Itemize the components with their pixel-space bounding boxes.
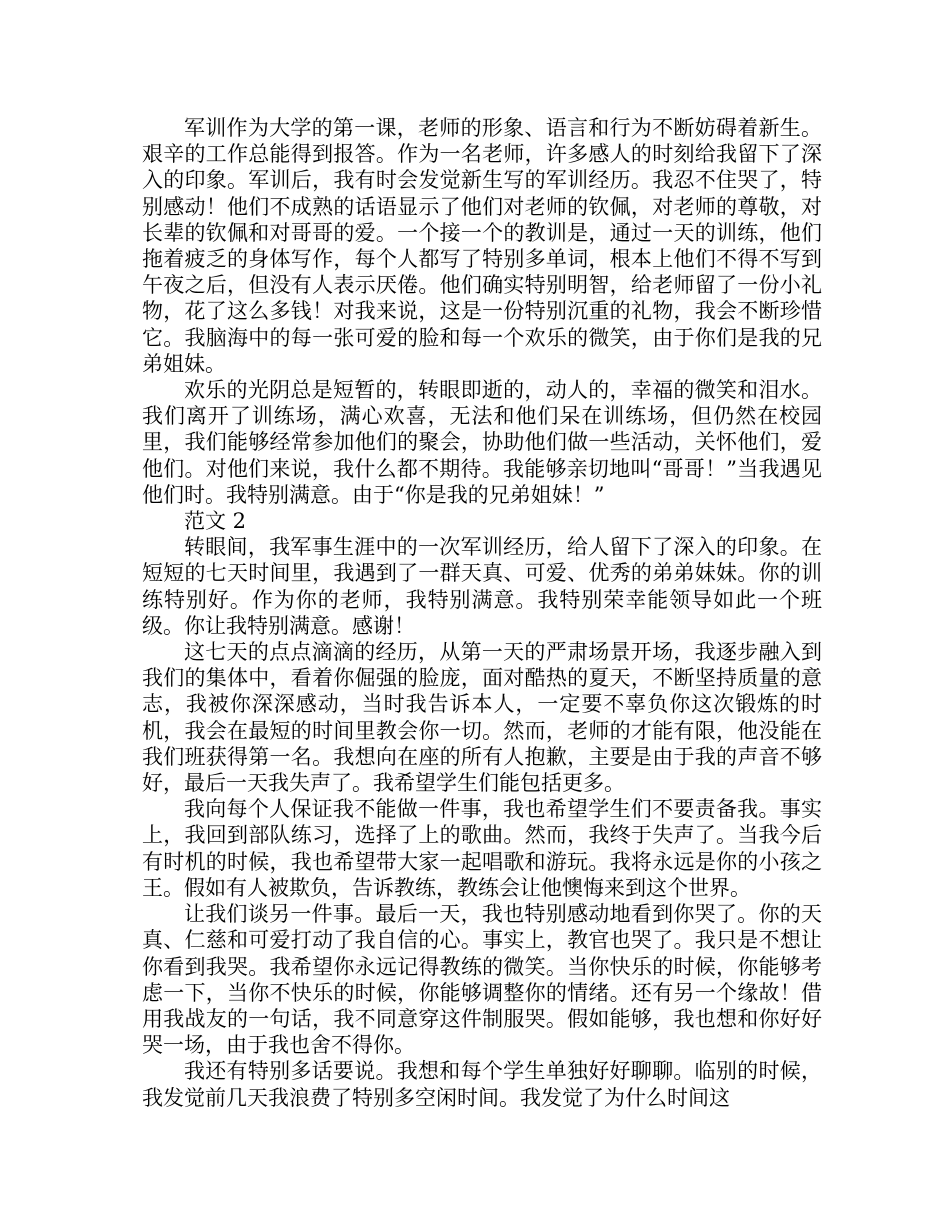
- document-page: [142, 115, 822, 1111]
- section-heading: 范文 2: [184, 509, 247, 534]
- paragraph: 这七天的点点滴滴的经历，从第一天的严肃场景开场，我逐步融入到我们的集体中，看着你倔强的脸庞，面对酷热的夏天，不断坚持质量的意志，我被你深深感动，当时我告诉本人，一定要不辜负你这次锻炼的时机，我会在最短的时间里教会你一切。然而，老师的才能有限，他没能在我们班获得第一名。我想向在座的所有人抱歉，主要是由于我的声音不够好，最后一天我失声了。我希望学生们能包括更多。: [142, 640, 822, 796]
- paragraph: 让我们谈另一件事。最后一天，我也特别感动地看到你哭了。你的天真、仁慈和可爱打动了我自信的心。事实上，教官也哭了。我只是不想让你看到我哭。我希望你永远记得教练的微笑。当你快乐的时候，你能够考虑一下，当你不快乐的时候，你能够调整你的情绪。还有另一个缘故！借用我战友的一句话，我不同意穿这件制服哭。假如能够，我也想和你好好哭一场，由于我也舍不得你。: [142, 902, 822, 1058]
- paragraph: 转眼间，我军事生涯中的一次军训经历，给人留下了深入的印象。在短短的七天时间里，我遇到了一群天真、可爱、优秀的弟弟妹妹。你的训练特别好。作为你的老师，我特别满意。我特别荣幸能领导如此一个班级。你让我特别满意。感谢！: [142, 535, 822, 638]
- paragraph: 我向每个人保证我不能做一件事，我也希望学生们不要责备我。事实上，我回到部队练习，选择了上的歌曲。然而，我终于失声了。当我今后有时机的时候，我也希望带大家一起唱歌和游玩。我将永远是你的小孩之王。假如有人被欺负，告诉教练，教练会让他懊悔来到这个世界。: [142, 797, 822, 900]
- paragraph: 军训作为大学的第一课，老师的形象、语言和行为不断妨碍着新生。艰辛的工作总能得到报答。作为一名老师，许多感人的时刻给我留下了深入的印象。军训后，我有时会发觉新生写的军训经历。我忍不住哭了，特别感动！他们不成熟的话语显示了他们对老师的钦佩，对老师的尊敬，对长辈的钦佩和对哥哥的爱。一个接一个的教训是，通过一天的训练，他们拖着疲乏的身体写作，每个人都写了特别多单词，根本上他们不得不写到午夜之后，但没有人表示厌倦。他们确实特别明智，给老师留了一份小礼物，花了这么多钱！对我来说，这是一份特别沉重的礼物，我会不断珍惜它。我脑海中的每一张可爱的脸和每一个欢乐的微笑，由于你们是我的兄弟姐妹。: [142, 116, 822, 376]
- paragraph: 欢乐的光阴总是短暂的，转眼即逝的，动人的，幸福的微笑和泪水。我们离开了训练场，满心欢喜，无法和他们呆在训练场，但仍然在校园里，我们能够经常参加他们的聚会，协助他们做一些活动，关怀他们，爱他们。对他们来说，我什么都不期待。我能够亲切地叫“哥哥！”当我遇见他们时。我特别满意。由于“你是我的兄弟姐妹！”: [142, 378, 822, 507]
- paragraph: 我还有特别多话要说。我想和每个学生单独好好聊聊。临别的时候，我发觉前几天我浪费了特别多空闲时间。我发觉了为什么时间这: [142, 1059, 822, 1110]
